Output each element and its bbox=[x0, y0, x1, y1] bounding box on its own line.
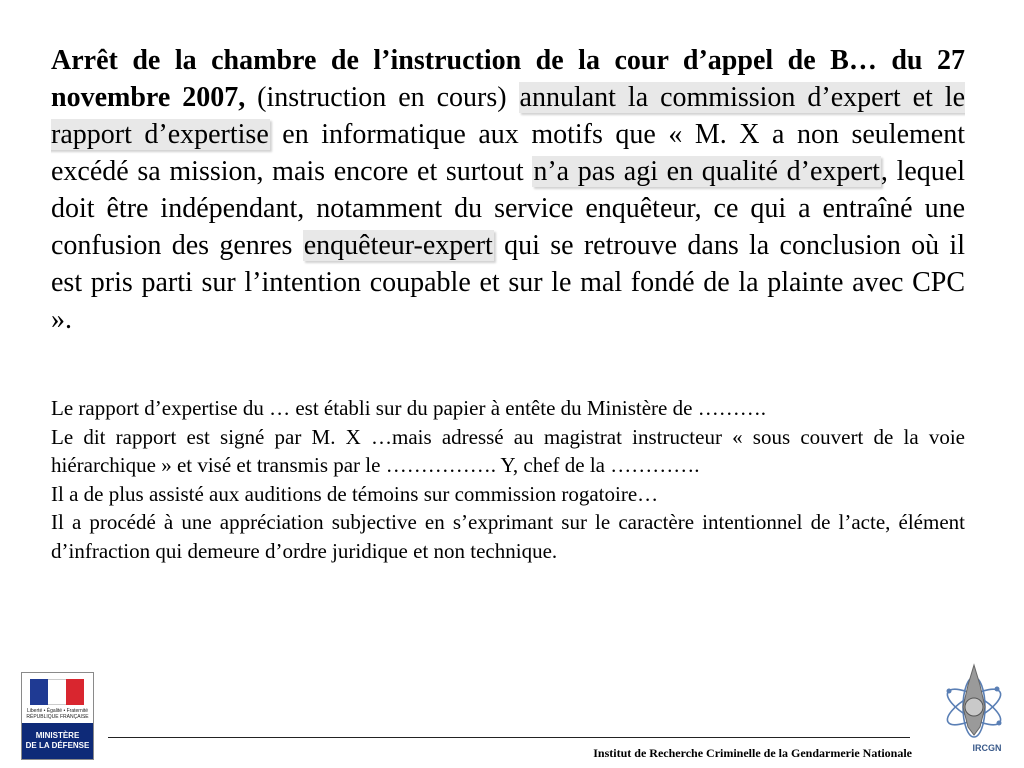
text-segment-4: qui se retrouve dans la conclusion où il est pris parti sur l’intention coupable et sur le mal fondé de la plainte avec CPC ». bbox=[51, 230, 965, 335]
highlight-investigator-expert: enquêteur-expert bbox=[303, 230, 493, 261]
note-paragraph: Le dit rapport est signé par M. X …mais adressé au magistrat instructeur « sous couvert de la voie hiérarchique » et visé et transmis par le ……………. Y, chef de la …………. bbox=[51, 424, 965, 477]
text-segment-1: (instruction en cours) bbox=[245, 82, 519, 113]
french-flag-icon bbox=[30, 679, 84, 705]
highlight-annulment: annulant la commission d’expert et le rapport d’expertise bbox=[51, 82, 966, 150]
ircgn-emblem-icon bbox=[935, 655, 1013, 755]
highlight-not-as-expert: n’a pas agi en qualité d’expert bbox=[533, 156, 880, 187]
ircgn-label: IRCGN bbox=[972, 743, 1002, 753]
note-paragraph: Le rapport d’expertise du … est établi sur du papier à entête du Ministère de ………. bbox=[51, 396, 766, 420]
text-segment-3: , lequel doit être indépendant, notamment du service enquêteur, ce qui a entraîné une confusion des genres bbox=[51, 156, 965, 261]
notes-block bbox=[51, 394, 965, 565]
ministere-defense-logo bbox=[21, 672, 94, 760]
main-paragraph bbox=[51, 42, 965, 338]
ministry-name-band: MINISTÈRE DE LA DÉFENSE bbox=[22, 723, 93, 759]
footer-institute: Institut de Recherche Criminelle de la Gendarmerie Nationale bbox=[593, 746, 912, 760]
note-paragraph: Il a procédé à une appréciation subjective en s’exprimant sur le caractère intentionnel de l’acte, élément d’infraction qui demeure d’ordre juridique et non technique. bbox=[51, 510, 965, 563]
footer-divider bbox=[108, 737, 910, 738]
text-segment-2: en informatique aux motifs que « M. X a non seulement excédé sa mission, mais encore et surtout bbox=[51, 119, 965, 187]
note-paragraph: Il a de plus assisté aux auditions de témoins sur commission rogatoire… bbox=[51, 481, 659, 506]
republic-caption: Liberté • Égalité • Fraternité RÉPUBLIQUE FRANÇAISE bbox=[26, 708, 89, 720]
judgment-reference: Arrêt de la chambre de l’instruction de la cour d’appel de B… du 27 novembre 2007, bbox=[51, 45, 965, 113]
